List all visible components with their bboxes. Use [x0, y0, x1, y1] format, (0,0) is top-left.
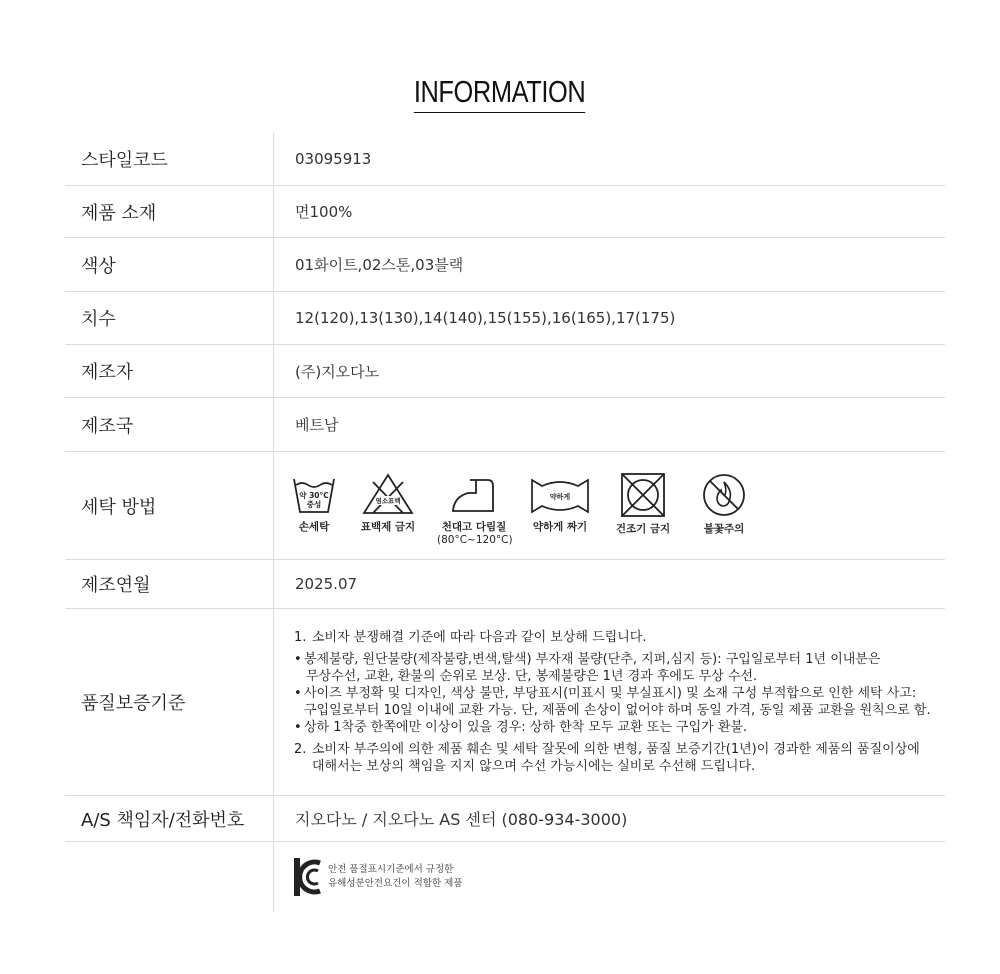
care-caption: 손세탁: [298, 521, 330, 533]
care-caption: 표백제 금지: [360, 521, 416, 533]
item-text: 소비자 분쟁해결 기준에 따라 다음과 같이 보상해 드립니다.: [312, 630, 647, 645]
no-bleach-icon: [361, 472, 415, 516]
row-style-code: [65, 132, 945, 186]
kc-text: [328, 863, 463, 891]
kc-line: 안전 품질표시기준에서 규정한: [328, 864, 454, 875]
care-no-bleach: [359, 472, 417, 534]
kc-line: 유해성분안전요건이 적합한 제품: [328, 878, 463, 889]
row-value: 12(120),13(130),14(140),15(155),16(165),17(175): [295, 309, 676, 327]
row-label: 제품 소재: [81, 202, 157, 224]
row-value: 지오다노 / 지오다노 AS 센터 (080-934-3000): [295, 810, 628, 829]
row-value: 베트남: [295, 416, 339, 434]
care-inner-text: 약하게: [549, 493, 571, 501]
row-size: [65, 292, 945, 345]
row-label: 세탁 방법: [81, 496, 157, 518]
row-label: 치수: [81, 309, 116, 330]
care-subcaption: (80°C~120°C): [437, 534, 513, 546]
row-quality-guarantee: [65, 609, 945, 796]
kc-logo-icon: [294, 858, 322, 896]
gentle-wring-icon: [530, 472, 590, 516]
quality-bullet-cont: [294, 668, 931, 685]
item-text: 대해서는 보상의 책임을 지지 않으며 수선 가능시에는 실비로 수선해 드립니다.: [312, 759, 756, 774]
flame-caution-icon: [701, 472, 747, 518]
hand-wash-icon: [292, 472, 336, 516]
row-label: 제조국: [81, 415, 134, 437]
quality-item-cont: [294, 758, 931, 775]
care-caption: 천대고 다림질: [441, 521, 507, 533]
row-value: (주)지오다노: [295, 362, 380, 381]
quality-bullet-cont: [294, 702, 931, 719]
page-title-wrap: [0, 74, 1000, 113]
row-care: [65, 452, 945, 560]
quality-bullet: [294, 719, 931, 736]
item-text: 봉제불량, 원단불량(제작불량,변색,탈색) 부자재 불량(단추, 지퍼,심지 등): 구입일로부터 1년 이내분은: [304, 652, 881, 667]
row-label: 제조연월: [81, 575, 151, 596]
care-caption: 건조기 금지: [615, 523, 671, 535]
bullet-mark: •: [294, 652, 302, 667]
row-label: 제조자: [81, 362, 134, 383]
row-manufacture-date: [65, 560, 945, 609]
care-caption: 불꽃주의: [703, 523, 745, 535]
care-inner-text: 중성: [306, 500, 322, 509]
care-hand-wash: [291, 472, 337, 534]
quality-bullet: [294, 651, 931, 668]
item-text: 상하 1착중 한쪽에만 이상이 있을 경우: 상하 한착 모두 교환 또는 구입가 환불.: [304, 720, 748, 735]
bullet-mark: •: [294, 720, 302, 735]
bullet-mark: •: [294, 686, 302, 701]
row-label: 품질보증기준: [81, 693, 186, 714]
care-inner-text: 약 30°C: [299, 491, 329, 500]
row-value: 면100%: [295, 203, 353, 221]
row-value: 01화이트,02스톤,03블랙: [295, 256, 464, 274]
row-color: [65, 238, 945, 292]
item-text: 무상수선, 교환, 환불의 순위로 보상. 단, 봉제불량은 1년 경과 후에도 무상 수선.: [306, 669, 758, 684]
row-value: 2025.07: [295, 575, 358, 593]
item-number: 1.: [294, 630, 307, 645]
quality-text: [294, 629, 931, 775]
item-text: 구입일로부터 10일 이내에 교환 가능. 단, 제품에 손상이 없어야 하며 동일 가격, 동일 제품 교환을 원칙으로 함.: [304, 703, 931, 718]
kc-certification: [294, 858, 463, 896]
row-manufacturer: [65, 345, 945, 398]
care-inner-text: 염소표백: [375, 497, 401, 505]
care-gentle-wring: [529, 472, 591, 534]
care-iron: [437, 472, 511, 546]
row-country: [65, 398, 945, 452]
quality-item: [294, 629, 931, 646]
row-value: 03095913: [295, 149, 372, 168]
row-as-contact: [65, 796, 945, 842]
care-caption: 약하게 짜기: [532, 521, 588, 533]
no-tumble-dry-icon: [620, 472, 666, 518]
row-label: 스타일코드: [81, 149, 168, 171]
care-no-tumble-dry: [613, 472, 673, 536]
item-text: 소비자 부주의에 의한 제품 훼손 및 세탁 잘못에 의한 변형, 품질 보증기간(1년)이 경과한 제품의 품질이상에: [312, 742, 920, 757]
row-material: [65, 186, 945, 238]
item-number: 2.: [294, 742, 307, 757]
care-flame-caution: [696, 472, 752, 536]
quality-bullet: [294, 685, 931, 702]
row-label: A/S 책임자/전화번호: [81, 809, 245, 831]
page-title: INFORMATION: [414, 74, 586, 113]
iron-icon: [448, 472, 500, 516]
quality-item: [294, 741, 931, 758]
item-text: 사이즈 부정확 및 디자인, 색상 불만, 부당표시(미표시 및 부실표시) 및 소재 구성 부적합으로 인한 세탁 사고:: [304, 686, 917, 701]
row-label: 색상: [81, 255, 116, 277]
